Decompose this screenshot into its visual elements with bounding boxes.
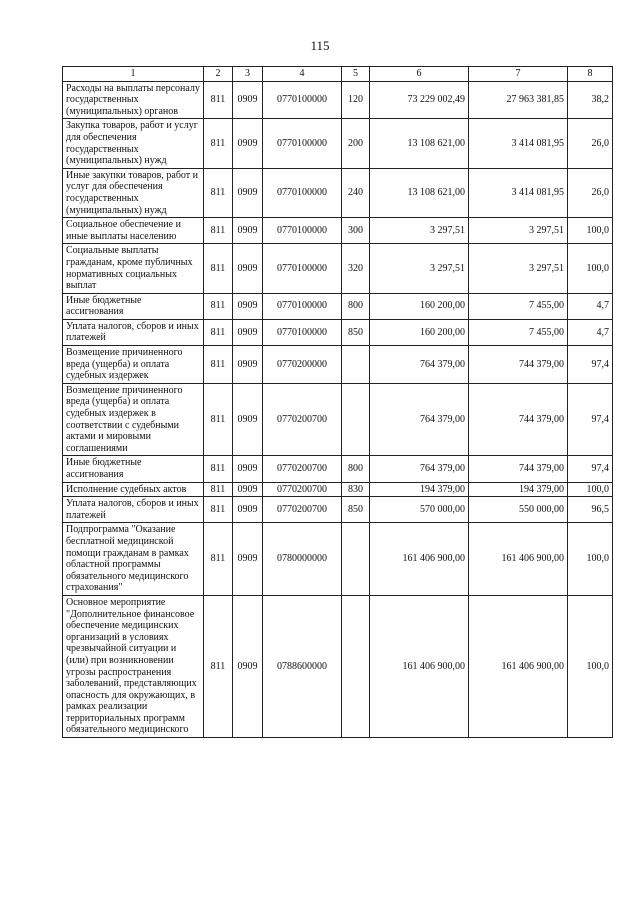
execution-percent-cell: 100,0 <box>568 218 613 244</box>
expense-type-code-cell <box>342 523 370 596</box>
execution-percent-cell: 4,7 <box>568 319 613 345</box>
target-article-code-cell: 0770200700 <box>263 497 342 523</box>
expense-type-code-cell: 320 <box>342 244 370 293</box>
ministry-code-cell: 811 <box>204 456 233 482</box>
ministry-code-cell: 811 <box>204 523 233 596</box>
planned-amount-cell: 160 200,00 <box>370 293 469 319</box>
budget-table <box>62 66 613 738</box>
executed-amount-cell: 161 406 900,00 <box>469 595 568 737</box>
executed-amount-cell: 3 414 081,95 <box>469 119 568 168</box>
section-code-cell: 0909 <box>233 497 263 523</box>
expense-name-cell: Социальное обеспечение и иные выплаты населению <box>63 218 204 244</box>
table-row <box>63 595 613 737</box>
expense-type-code-cell: 800 <box>342 293 370 319</box>
section-code-cell: 0909 <box>233 595 263 737</box>
target-article-code-cell: 0770100000 <box>263 81 342 119</box>
expense-name-cell: Возмещение причиненного вреда (ущерба) и оплата судебных издержек в соответствии с судебными актами и мировыми соглашениями <box>63 383 204 456</box>
target-article-code-cell: 0770100000 <box>263 293 342 319</box>
expense-name-cell: Возмещение причиненного вреда (ущерба) и оплата судебных издержек <box>63 346 204 384</box>
execution-percent-cell: 97,4 <box>568 346 613 384</box>
executed-amount-cell: 3 297,51 <box>469 244 568 293</box>
ministry-code-cell: 811 <box>204 244 233 293</box>
execution-percent-cell: 100,0 <box>568 482 613 497</box>
executed-amount-cell: 3 414 081,95 <box>469 168 568 217</box>
table-row <box>63 168 613 217</box>
expense-name-cell: Закупка товаров, работ и услуг для обеспечения государственных (муниципальных) нужд <box>63 119 204 168</box>
execution-percent-cell: 4,7 <box>568 293 613 319</box>
expense-name-cell: Иные бюджетные ассигнования <box>63 456 204 482</box>
table-row <box>63 81 613 119</box>
executed-amount-cell: 744 379,00 <box>469 346 568 384</box>
ministry-code-cell: 811 <box>204 595 233 737</box>
executed-amount-cell: 550 000,00 <box>469 497 568 523</box>
section-code-cell: 0909 <box>233 218 263 244</box>
expense-type-code-cell: 850 <box>342 319 370 345</box>
table-row <box>63 497 613 523</box>
expense-name-cell: Расходы на выплаты персоналу государственных (муниципальных) органов <box>63 81 204 119</box>
ministry-code-cell: 811 <box>204 383 233 456</box>
column-header: 4 <box>263 67 342 82</box>
expense-type-code-cell: 240 <box>342 168 370 217</box>
expense-type-code-cell <box>342 346 370 384</box>
execution-percent-cell: 100,0 <box>568 244 613 293</box>
section-code-cell: 0909 <box>233 119 263 168</box>
column-header: 3 <box>233 67 263 82</box>
section-code-cell: 0909 <box>233 293 263 319</box>
execution-percent-cell: 38,2 <box>568 81 613 119</box>
section-code-cell: 0909 <box>233 244 263 293</box>
ministry-code-cell: 811 <box>204 346 233 384</box>
planned-amount-cell: 194 379,00 <box>370 482 469 497</box>
table-row <box>63 319 613 345</box>
execution-percent-cell: 100,0 <box>568 595 613 737</box>
target-article-code-cell: 0770100000 <box>263 218 342 244</box>
target-article-code-cell: 0770200700 <box>263 456 342 482</box>
planned-amount-cell: 161 406 900,00 <box>370 595 469 737</box>
expense-type-code-cell: 120 <box>342 81 370 119</box>
column-header: 2 <box>204 67 233 82</box>
expense-type-code-cell <box>342 383 370 456</box>
execution-percent-cell: 26,0 <box>568 168 613 217</box>
target-article-code-cell: 0780000000 <box>263 523 342 596</box>
executed-amount-cell: 161 406 900,00 <box>469 523 568 596</box>
table-row <box>63 346 613 384</box>
table-body <box>63 81 613 737</box>
table-row <box>63 456 613 482</box>
table-row <box>63 218 613 244</box>
execution-percent-cell: 100,0 <box>568 523 613 596</box>
expense-name-cell: Основное мероприятие "Дополнительное финансовое обеспечение медицинских организаций в условиях чрезвычайной ситуации и (или) при возникновении угрозы распространения заболеваний, представляющих опасность для окружающих, в рамках реализации территориальных программ обязательного медицинского <box>63 595 204 737</box>
planned-amount-cell: 764 379,00 <box>370 383 469 456</box>
expense-name-cell: Иные бюджетные ассигнования <box>63 293 204 319</box>
ministry-code-cell: 811 <box>204 319 233 345</box>
table-row <box>63 119 613 168</box>
executed-amount-cell: 194 379,00 <box>469 482 568 497</box>
planned-amount-cell: 570 000,00 <box>370 497 469 523</box>
expense-name-cell: Исполнение судебных актов <box>63 482 204 497</box>
executed-amount-cell: 3 297,51 <box>469 218 568 244</box>
planned-amount-cell: 13 108 621,00 <box>370 168 469 217</box>
expense-name-cell: Подпрограмма "Оказание бесплатной медицинской помощи гражданам в рамках областной программы обязательного медицинского страхования" <box>63 523 204 596</box>
target-article-code-cell: 0770100000 <box>263 168 342 217</box>
target-article-code-cell: 0770200700 <box>263 383 342 456</box>
column-header: 1 <box>63 67 204 82</box>
ministry-code-cell: 811 <box>204 119 233 168</box>
expense-type-code-cell: 300 <box>342 218 370 244</box>
section-code-cell: 0909 <box>233 523 263 596</box>
execution-percent-cell: 96,5 <box>568 497 613 523</box>
section-code-cell: 0909 <box>233 346 263 384</box>
planned-amount-cell: 73 229 002,49 <box>370 81 469 119</box>
expense-type-code-cell: 830 <box>342 482 370 497</box>
target-article-code-cell: 0770100000 <box>263 119 342 168</box>
planned-amount-cell: 160 200,00 <box>370 319 469 345</box>
expense-type-code-cell: 800 <box>342 456 370 482</box>
planned-amount-cell: 764 379,00 <box>370 346 469 384</box>
table-row <box>63 244 613 293</box>
target-article-code-cell: 0788600000 <box>263 595 342 737</box>
table-row <box>63 293 613 319</box>
target-article-code-cell: 0770100000 <box>263 244 342 293</box>
planned-amount-cell: 161 406 900,00 <box>370 523 469 596</box>
target-article-code-cell: 0770100000 <box>263 319 342 345</box>
executed-amount-cell: 27 963 381,85 <box>469 81 568 119</box>
ministry-code-cell: 811 <box>204 482 233 497</box>
table-row <box>63 523 613 596</box>
target-article-code-cell: 0770200700 <box>263 482 342 497</box>
expense-name-cell: Социальные выплаты гражданам, кроме публичных нормативных социальных выплат <box>63 244 204 293</box>
execution-percent-cell: 97,4 <box>568 456 613 482</box>
planned-amount-cell: 764 379,00 <box>370 456 469 482</box>
executed-amount-cell: 7 455,00 <box>469 319 568 345</box>
table-header-row <box>63 67 613 82</box>
ministry-code-cell: 811 <box>204 81 233 119</box>
ministry-code-cell: 811 <box>204 293 233 319</box>
executed-amount-cell: 7 455,00 <box>469 293 568 319</box>
execution-percent-cell: 97,4 <box>568 383 613 456</box>
column-header: 7 <box>469 67 568 82</box>
ministry-code-cell: 811 <box>204 497 233 523</box>
section-code-cell: 0909 <box>233 482 263 497</box>
section-code-cell: 0909 <box>233 319 263 345</box>
table-row <box>63 482 613 497</box>
executed-amount-cell: 744 379,00 <box>469 456 568 482</box>
column-header: 5 <box>342 67 370 82</box>
execution-percent-cell: 26,0 <box>568 119 613 168</box>
page-number: 115 <box>310 38 330 53</box>
section-code-cell: 0909 <box>233 383 263 456</box>
expense-type-code-cell: 850 <box>342 497 370 523</box>
expense-name-cell: Иные закупки товаров, работ и услуг для обеспечения государственных (муниципальных) нужд <box>63 168 204 217</box>
section-code-cell: 0909 <box>233 168 263 217</box>
expense-name-cell: Уплата налогов, сборов и иных платежей <box>63 319 204 345</box>
planned-amount-cell: 3 297,51 <box>370 218 469 244</box>
target-article-code-cell: 0770200000 <box>263 346 342 384</box>
planned-amount-cell: 3 297,51 <box>370 244 469 293</box>
planned-amount-cell: 13 108 621,00 <box>370 119 469 168</box>
column-header: 6 <box>370 67 469 82</box>
table-row <box>63 383 613 456</box>
expense-type-code-cell: 200 <box>342 119 370 168</box>
ministry-code-cell: 811 <box>204 218 233 244</box>
section-code-cell: 0909 <box>233 456 263 482</box>
section-code-cell: 0909 <box>233 81 263 119</box>
executed-amount-cell: 744 379,00 <box>469 383 568 456</box>
ministry-code-cell: 811 <box>204 168 233 217</box>
expense-type-code-cell <box>342 595 370 737</box>
column-header: 8 <box>568 67 613 82</box>
expense-name-cell: Уплата налогов, сборов и иных платежей <box>63 497 204 523</box>
